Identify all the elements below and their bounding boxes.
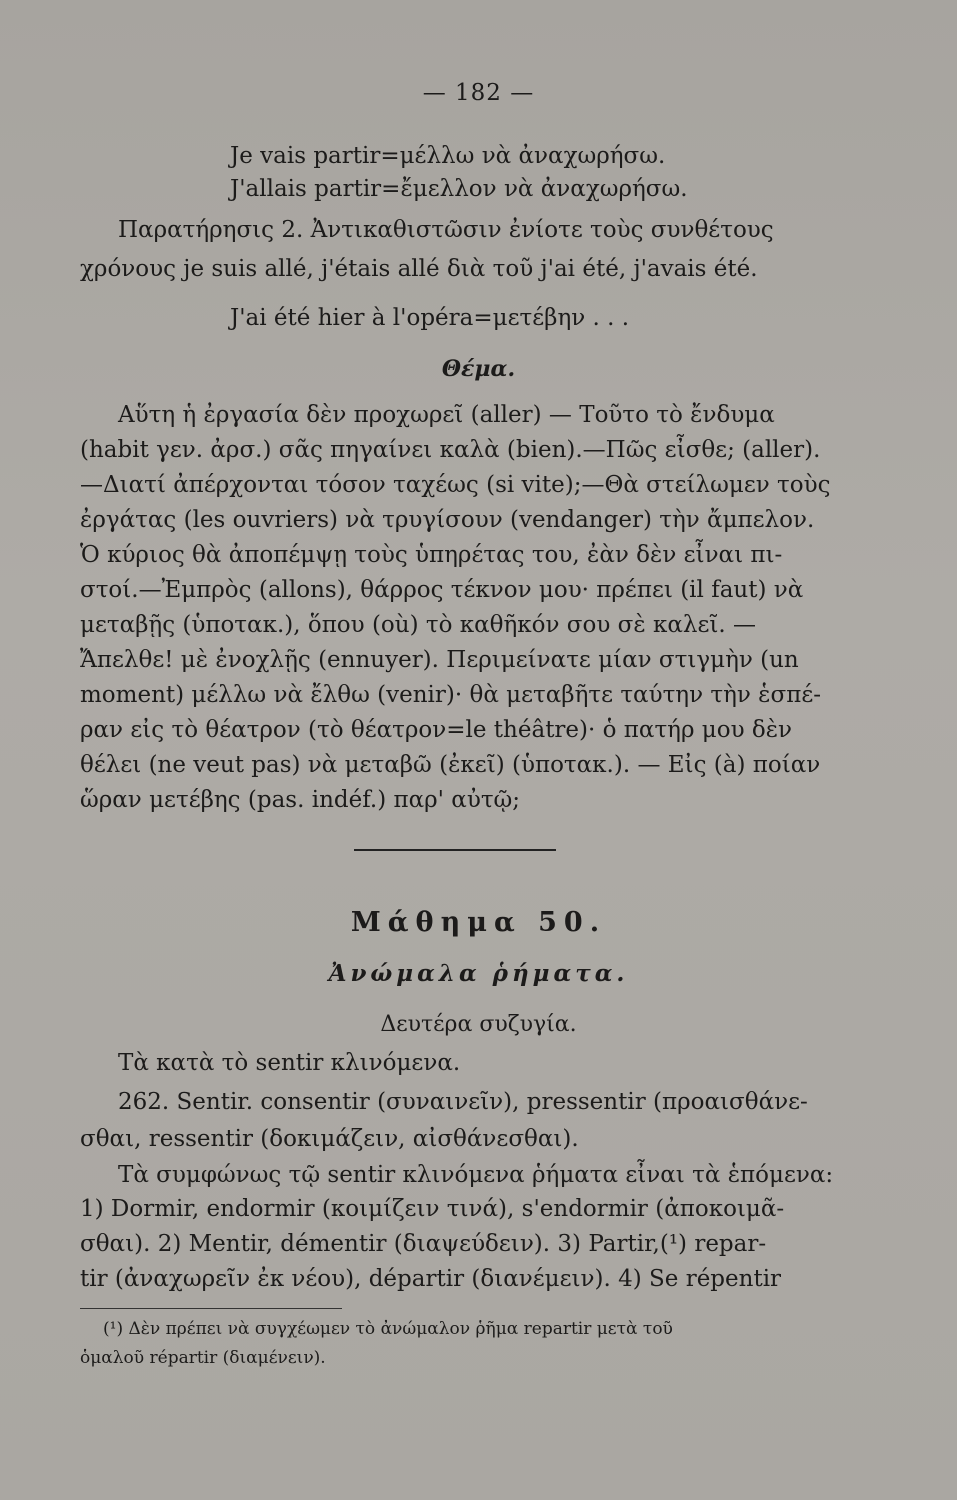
- example-line: J'allais partir=ἔμελλον νὰ ἀναχωρήσω.: [230, 176, 688, 202]
- lesson-line: σθαι). 2) Mentir, démentir (διαψεύδειν). 3) Partir,(¹) repar-: [80, 1231, 767, 1257]
- thema-line: θέλει (ne veut pas) νὰ μεταβῶ (ἐκεῖ) (ὑποτακ.). — Εἰς (à) ποίαν: [80, 752, 821, 778]
- thema-title: Θέμα.: [441, 356, 516, 382]
- lesson-title: Μάθημα 50.: [350, 907, 607, 938]
- thema-line: Ἄπελθε! μὲ ἐνοχλῇς (ennuyer). Περιμείνατε μίαν στιγμὴν (un: [80, 647, 799, 673]
- lesson-line: Τὰ κατὰ τὸ sentir κλινόμενα.: [118, 1050, 461, 1076]
- thema-line: ραν εἰς τὸ θέατρον (τὸ θέατρον=le théâtre)· ὁ πατήρ μου δὲν: [80, 717, 793, 743]
- thema-line: Ὁ κύριος θὰ ἀποπέμψῃ τοὺς ὑπηρέτας του, ἐὰν δὲν εἶναι πι-: [80, 542, 783, 568]
- section-divider: [354, 849, 556, 851]
- lesson-line: 262. Sentir. consentir (συναινεῖν), pressentir (προαισθάνε-: [118, 1089, 808, 1115]
- thema-line: μεταβῇς (ὑποτακ.), ὅπου (où) τὸ καθῆκόν σου σὲ καλεῖ. —: [80, 612, 757, 638]
- thema-line: Αὕτη ἡ ἐργασία δὲν προχωρεῖ (aller) — Τοῦτο τὸ ἔνδυμα: [118, 402, 775, 428]
- lesson-line: tir (ἀναχωρεῖν ἐκ νέου), départir (διανέμειν). 4) Se répentir: [80, 1266, 782, 1292]
- lesson-line: Τὰ συμφώνως τῷ sentir κλινόμενα ῥήματα εἶναι τὰ ἑπόμενα:: [118, 1162, 834, 1188]
- thema-line: —Διατί ἀπέρχονται τόσον ταχέως (si vite);—Θὰ στείλωμεν τοὺς: [80, 472, 831, 498]
- footnote-line: (¹) Δὲν πρέπει νὰ συγχέωμεν τὸ ἀνώμαλον ῥῆμα repartir μετὰ τοῦ: [103, 1319, 673, 1339]
- thema-line: ἐργάτας (les ouvriers) νὰ τρυγίσουν (vendanger) τὴν ἄμπελον.: [80, 507, 815, 533]
- page-number: — 182 —: [422, 80, 535, 106]
- remark-example: J'ai été hier à l'opéra=μετέβην . . .: [230, 305, 630, 331]
- lesson-sub-subtitle: Δευτέρα συζυγία.: [380, 1012, 577, 1037]
- footnote-line: ὁμαλοῦ répartir (διαμένειν).: [80, 1348, 326, 1368]
- footnote-divider: [80, 1308, 342, 1309]
- example-line: Je vais partir=μέλλω νὰ ἀναχωρήσω.: [230, 143, 666, 169]
- remark-line: Παρατήρησις 2. Ἀντικαθιστῶσιν ἐνίοτε τοὺς συνθέτους: [118, 217, 774, 243]
- thema-line: ὥραν μετέβης (pas. indéf.) παρ' αὐτῷ;: [80, 787, 521, 813]
- thema-line: moment) μέλλω νὰ ἔλθω (venir)· θὰ μεταβῆτε ταύτην τὴν ἑσπέ-: [80, 682, 822, 708]
- thema-line: (habit γεν. ἀρσ.) σᾶς πηγαίνει καλὰ (bien).—Πῶς εἶσθε; (aller).: [80, 437, 821, 463]
- lesson-subtitle: Ἀνώμαλα ῥήματα.: [328, 960, 629, 987]
- remark-line: χρόνους je suis allé, j'étais allé διὰ τοῦ j'ai été, j'avais été.: [80, 256, 758, 282]
- lesson-line: 1) Dormir, endormir (κοιμίζειν τινά), s'endormir (ἀποκοιμᾶ-: [80, 1196, 785, 1222]
- lesson-line: σθαι, ressentir (δοκιμάζειν, αἰσθάνεσθαι).: [80, 1126, 579, 1152]
- thema-line: στοί.—Ἐμπρὸς (allons), θάρρος τέκνον μου· πρέπει (il faut) νὰ: [80, 577, 804, 603]
